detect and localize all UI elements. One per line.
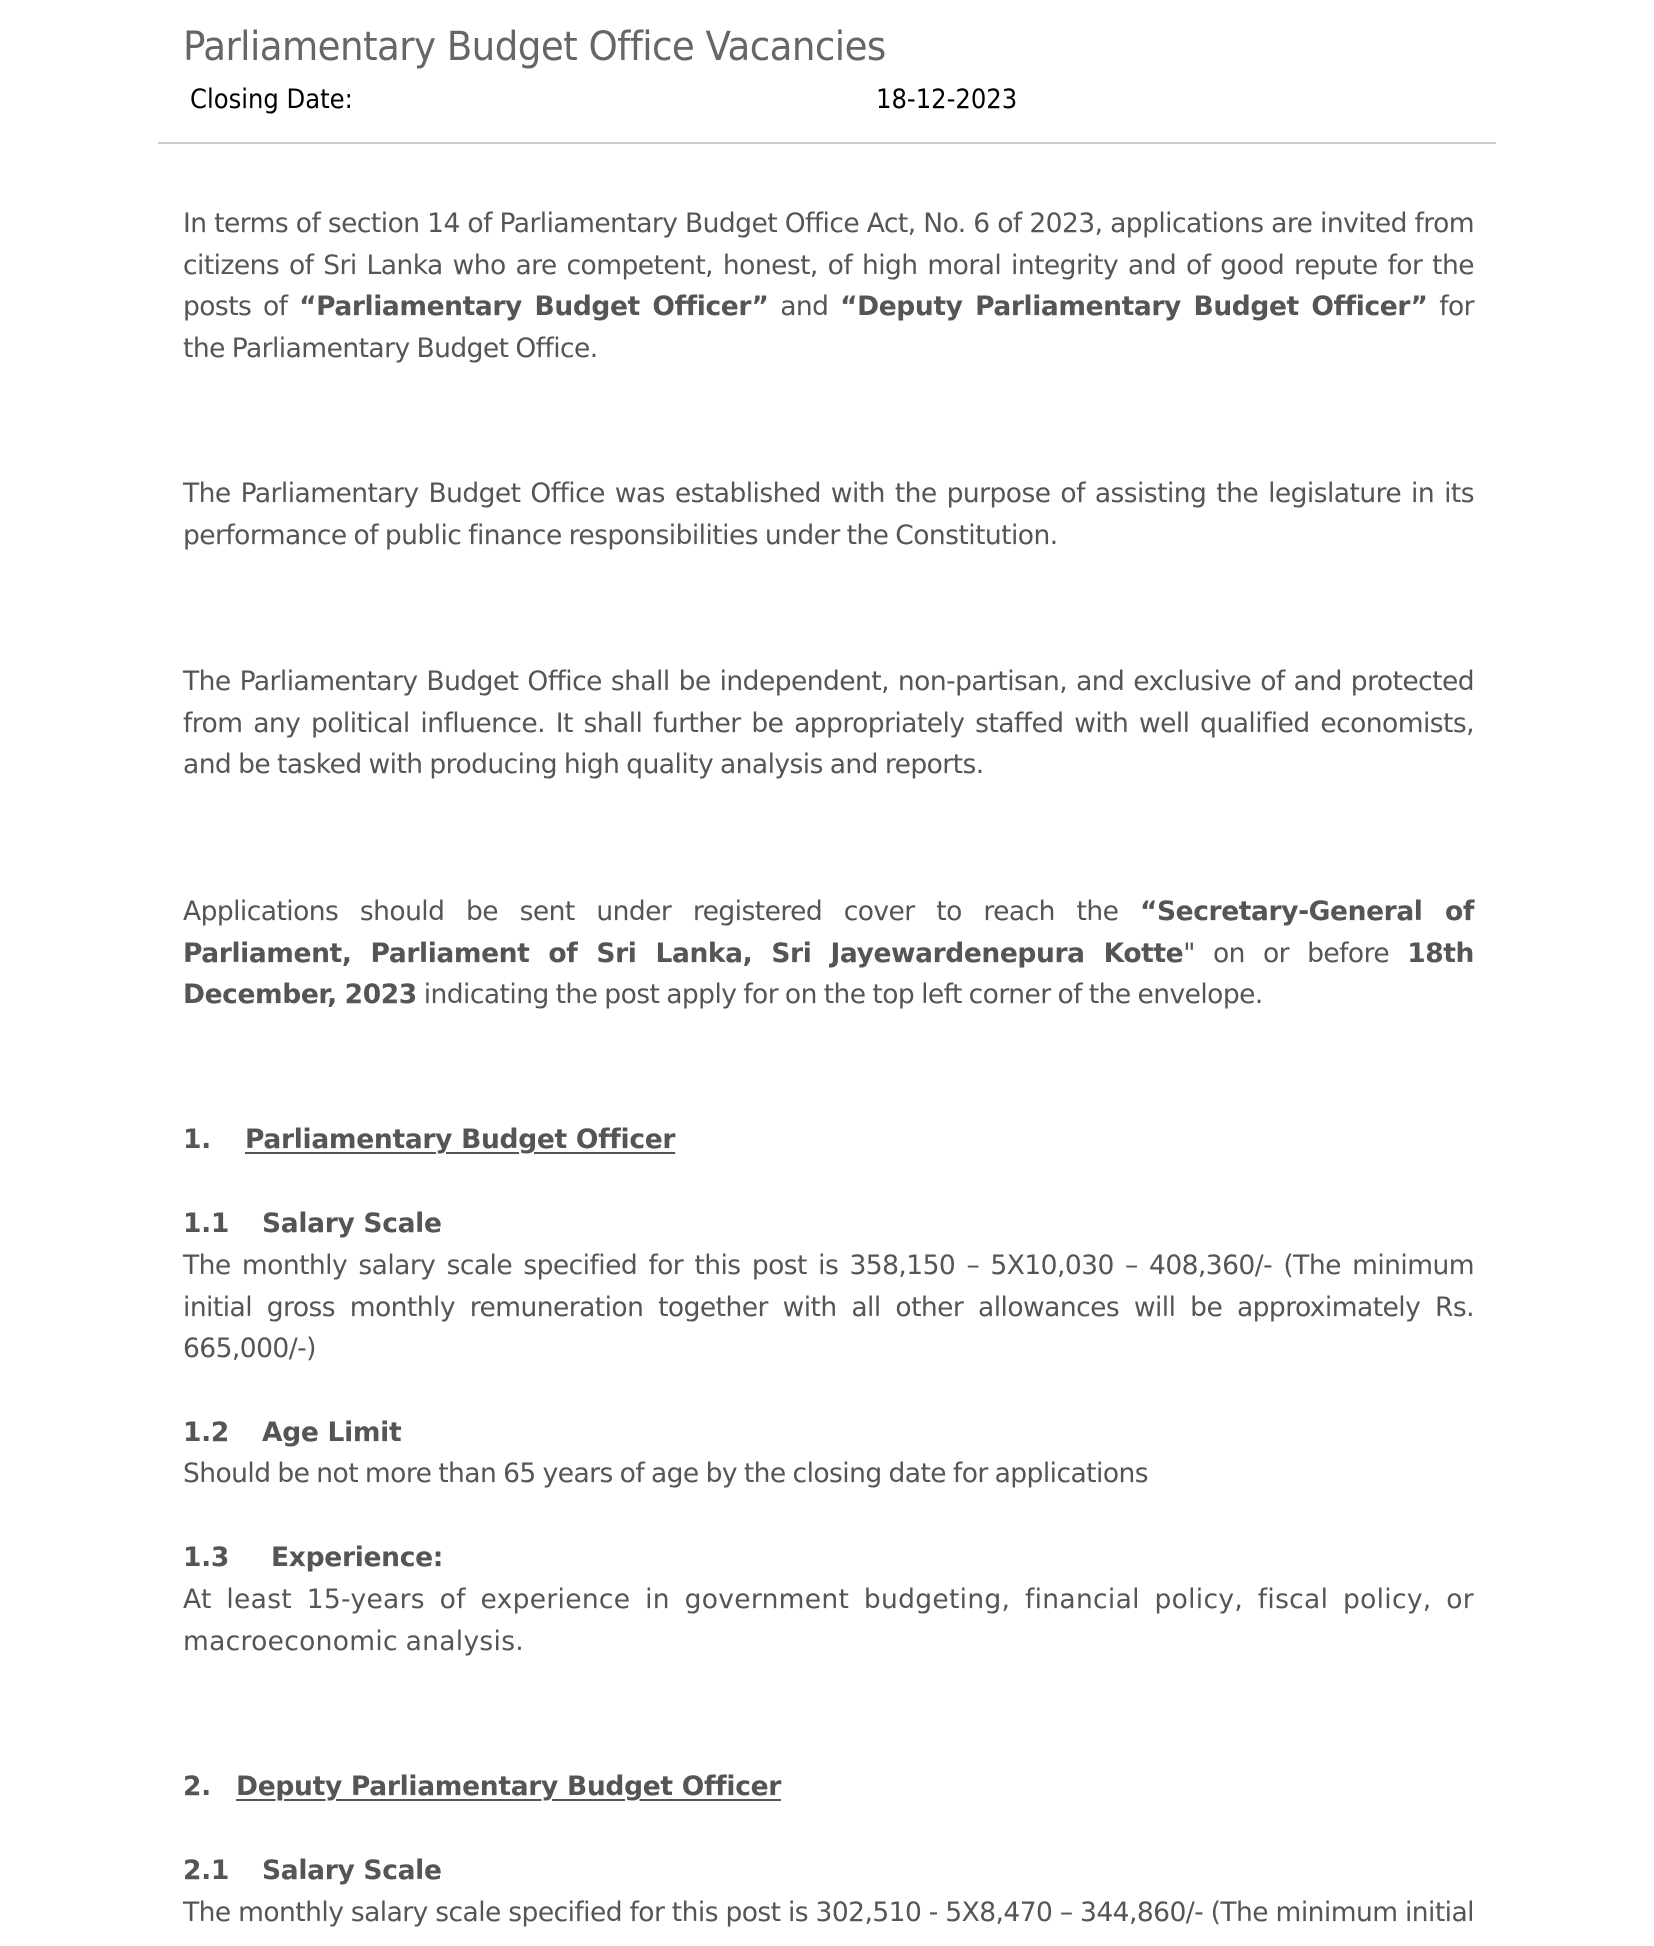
instructions-text-2: " on or before <box>1183 937 1408 969</box>
intro-p1-text-1: In terms of section 14 of Parliamentary Budget Office Act, No. 6 of 2023, applications are invited from citizens of Sri Lanka who are competent, honest, of high moral integrity and of good repute for the posts of <box>183 208 1474 323</box>
subsection-1-3-title: Experience: <box>271 1542 444 1573</box>
subsection-2-1-heading <box>183 1850 442 1892</box>
subsection-2-1-number: 2.1 <box>183 1855 230 1886</box>
intro-p1-text-2: and <box>768 291 841 323</box>
section-1-number: 1. <box>183 1124 211 1155</box>
subsection-1-3-heading <box>183 1537 444 1579</box>
subsection-1-2-number: 1.2 <box>183 1417 230 1448</box>
section-2-title: Deputy Parliamentary Budget Officer <box>236 1771 782 1802</box>
postal-address: “Secretary-General of Parliament, Parliament of Sri Lanka, Sri Jayewardenepura Kotte <box>183 896 1474 969</box>
subsection-2-1-body: The monthly salary scale specified for this post is 302,510 - 5X8,470 – 344,860/- (The minimum initial <box>183 1897 1474 1928</box>
post-name-deputy-pbo: “Deputy Parliamentary Budget Officer” <box>840 291 1428 323</box>
closing-date-value: 18-12-2023 <box>876 84 1018 115</box>
section-2-heading <box>183 1766 782 1808</box>
subsection-2-1-title: Salary Scale <box>262 1855 442 1886</box>
header-divider <box>158 142 1496 144</box>
page-title: Parliamentary Budget Office Vacancies <box>183 24 886 70</box>
subsection-1-1-number: 1.1 <box>183 1208 230 1239</box>
instructions-text-1: Applications should be sent under registered cover to reach the <box>183 896 1140 927</box>
post-name-pbo: “Parliamentary Budget Officer” <box>299 291 769 323</box>
intro-p1-text-3: for the Parliamentary Budget Office. <box>183 291 1474 365</box>
section-2-number: 2. <box>183 1771 211 1802</box>
deadline-date: 18th December, 2023 <box>183 937 1474 1011</box>
subsection-1-3-body: At least 15-years of experience in government budgeting, financial policy, fiscal policy, or macroeconomic analysis. <box>183 1584 1474 1657</box>
subsection-1-1-body: The monthly salary scale specified for this post is 358,150 – 5X10,030 – 408,360/- (The minimum initial gross monthly remuneration together with all other allowances will be approximately Rs. 665,000/-) <box>183 1250 1474 1365</box>
instructions-text-3: indicating the post apply for on the top left corner of the envelope. <box>416 979 1263 1011</box>
subsection-1-2-body: Should be not more than 65 years of age by the closing date for applications <box>183 1458 1148 1489</box>
subsection-1-2-heading <box>183 1412 402 1454</box>
intro-paragraph-3: The Parliamentary Budget Office shall be independent, non-partisan, and exclusive of and protected from any political influence. It shall further be appropriately staffed with well qualified economists, and be tasked with producing high quality analysis and reports. <box>183 666 1474 781</box>
subsection-1-2-title: Age Limit <box>262 1417 402 1448</box>
subsection-1-1-heading <box>183 1203 442 1245</box>
subsection-1-3-number: 1.3 <box>183 1542 230 1573</box>
section-1-heading <box>183 1119 676 1161</box>
closing-date-label: Closing Date: <box>190 84 353 115</box>
intro-paragraph-1 <box>183 203 1474 370</box>
subsection-1-1-title: Salary Scale <box>262 1208 442 1239</box>
intro-paragraph-2: The Parliamentary Budget Office was established with the purpose of assisting the legislature in its performance of public finance responsibilities under the Constitution. <box>183 478 1474 551</box>
section-1-title: Parliamentary Budget Officer <box>245 1124 676 1155</box>
application-instructions <box>183 891 1474 1016</box>
